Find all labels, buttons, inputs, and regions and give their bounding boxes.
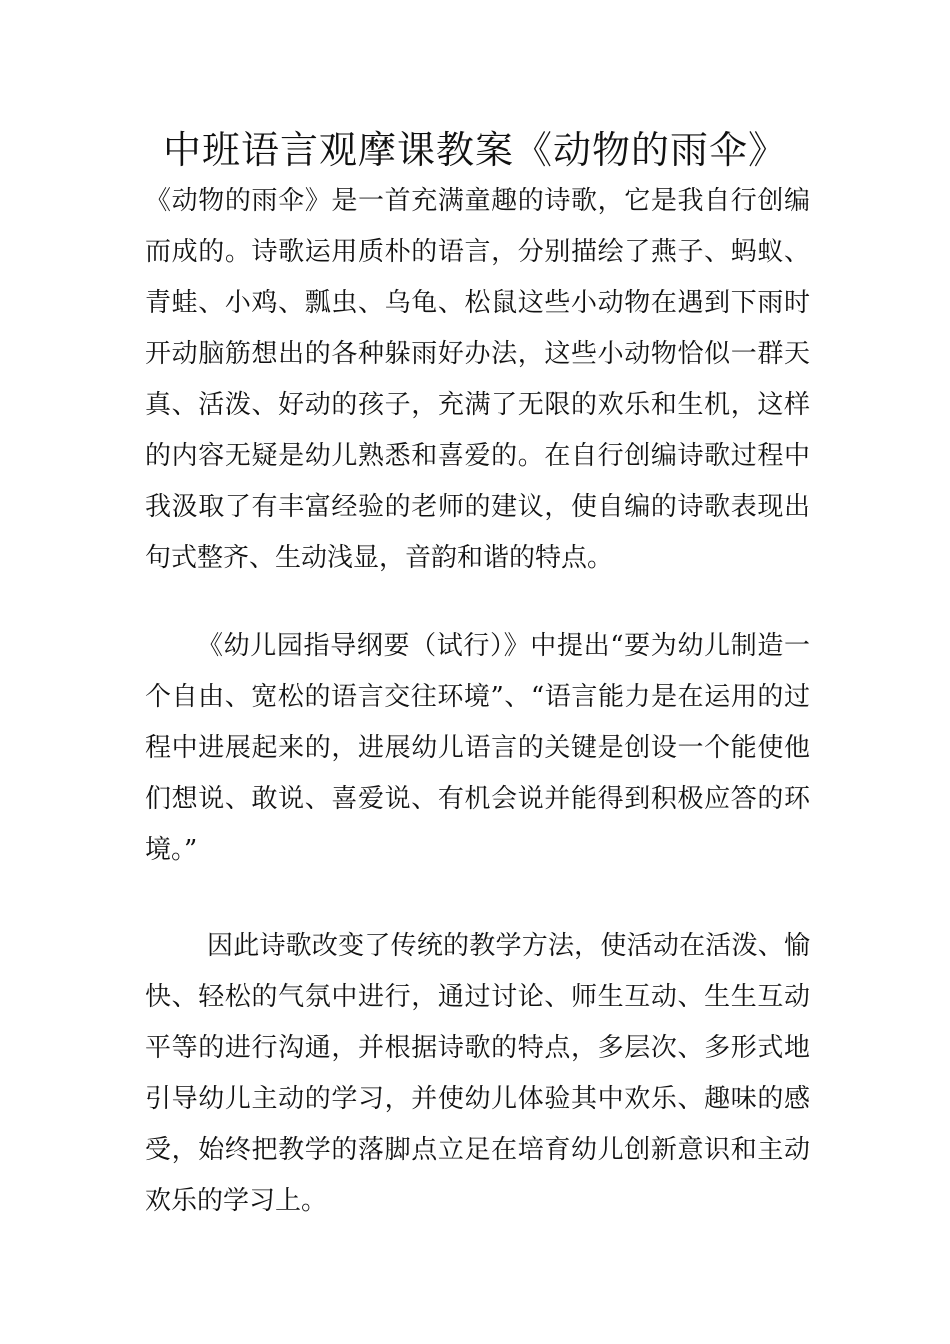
paragraph-guideline-quote: 《幼儿园指导纲要（试行）》中提出“要为幼儿制造一个自由、宽松的语言交往环境”、“语言能力是在运用的过程中进展起来的，进展幼儿语言的关键是创设一个能使他们想说、敢说、喜爱说、有机会说并能得到积极应答的环境。” xyxy=(145,631,810,865)
document-title: 中班语言观摩课教案《动物的雨伞》 xyxy=(162,128,787,172)
paragraph-teaching-method: 因此诗歌改变了传统的教学方法，使活动在活泼、愉快、轻松的气氛中进行，通过讨论、师生互动、生生互动平等的进行沟通，并根据诗歌的特点，多层次、多形式地引导幼儿主动的学习，并使幼儿体验其中欢乐、趣味的感受，始终把教学的落脚点立足在培育幼儿创新意识和主动欢乐的学习上。 xyxy=(145,931,810,1216)
paragraph-intro: 《动物的雨伞》是一首充满童趣的诗歌，它是我自行创编而成的。诗歌运用质朴的语言，分别描绘了燕子、蚂蚁、青蛙、小鸡、瓢虫、乌龟、松鼠这些小动物在遇到下雨时开动脑筋想出的各种躲雨好办法，这些小动物恰似一群天真、活泼、好动的孩子，充满了无限的欢乐和生机，这样的内容无疑是幼儿熟悉和喜爱的。在自行创编诗歌过程中我汲取了有丰富经验的老师的建议，使自编的诗歌表现出句式整齐、生动浅显，音韵和谐的特点。 xyxy=(145,186,810,573)
